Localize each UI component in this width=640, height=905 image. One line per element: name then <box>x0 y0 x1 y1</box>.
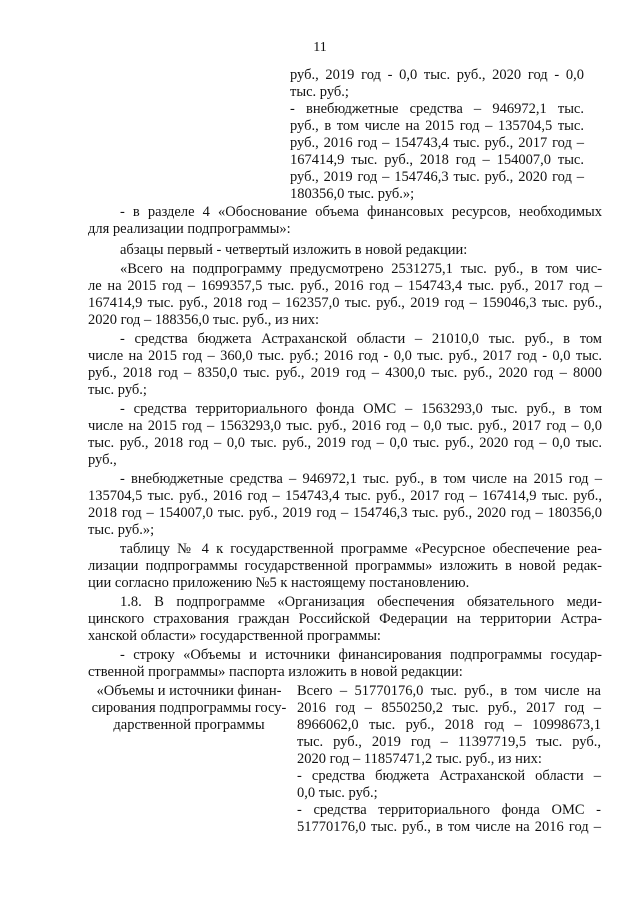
text-line: тыс. руб., 2018 год – 0,0 тыс. руб., 2019 год – 0,0 тыс. руб., 2020 год – 0,0 тыс. <box>88 435 602 451</box>
text-line: 1.8. В подпрограмме «Организация обеспечения обязательного меди- <box>120 594 602 610</box>
text-line: 167414,9 тыс. руб., 2018 год – 154007,0 тыс. <box>290 152 584 168</box>
text-line: ственной программы» паспорта изложить в новой редакции: <box>88 664 463 680</box>
text-line: - средства бюджета Астраханской области – 21010,0 тыс. руб., в том <box>120 331 602 347</box>
text-line: руб., в том числе на 2015 год – 135704,5 тыс. <box>290 118 584 134</box>
text-line: таблицу № 4 к государственной программе «Ресурсное обеспечение реа- <box>120 541 602 557</box>
text-line: тыс. руб.; <box>290 84 349 100</box>
table-value-line: 2016 год – 8550250,2 тыс. руб., 2017 год – <box>297 700 601 716</box>
text-line: 2018 год – 154007,0 тыс. руб., 2019 год – 154746,3 тыс. руб., 2020 год – 180356,0 <box>88 505 602 521</box>
text-line: руб., 2018 год – 8350,0 тыс. руб., 2019 год – 4300,0 тыс. руб., 2020 год – 8000 <box>88 365 602 381</box>
table-value-line: 0,0 тыс. руб.; <box>297 785 378 801</box>
text-line: цинского страхования граждан Российской Федерации на территории Астра- <box>88 611 602 627</box>
table-value-line: - средства бюджета Астраханской области – <box>297 768 601 784</box>
text-line: - внебюджетные средства – 946972,1 тыс. руб., в том числе на 2015 год – <box>120 471 602 487</box>
text-line: лизации подпрограммы государственной программы» изложить в новой редак- <box>88 558 602 574</box>
text-line: - средства территориального фонда ОМС – 1563293,0 тыс. руб., в том <box>120 401 602 417</box>
text-line: 2020 год – 188356,0 тыс. руб., из них: <box>88 312 319 328</box>
text-line: «Всего на подпрограмму предусмотрено 2531275,1 тыс. руб., в том чис- <box>120 261 602 277</box>
text-line: - внебюджетные средства – 946972,1 тыс. <box>290 101 584 117</box>
text-line: абзацы первый - четвертый изложить в новой редакции: <box>120 242 468 258</box>
text-line: ханской области» государственной программы: <box>88 628 381 644</box>
text-line: - в разделе 4 «Обоснование объема финансовых ресурсов, необходимых <box>120 204 602 220</box>
table-value-line: 8966062,0 тыс. руб., 2018 год – 10998673,1 <box>297 717 601 733</box>
table-label-line: «Объемы и источники финан- <box>96 683 282 699</box>
text-line: числе на 2015 год – 1563293,0 тыс. руб., 2016 год – 0,0 тыс. руб., 2017 год – 0,0 <box>88 418 602 434</box>
text-line: руб., 2019 год - 0,0 тыс. руб., 2020 год - 0,0 <box>290 67 584 83</box>
text-line: 135704,5 тыс. руб., 2016 год – 154743,4 тыс. руб., 2017 год – 167414,9 тыс. руб., <box>88 488 602 504</box>
text-line: 180356,0 тыс. руб.»; <box>290 186 415 202</box>
text-line: тыс. руб.»; <box>88 522 155 538</box>
text-line: руб., 2019 год – 154746,3 тыс. руб., 2020 год – <box>290 169 584 185</box>
table-value-line: - средства территориального фонда ОМС - <box>297 802 601 818</box>
table-value-line: 2020 год – 11857471,2 тыс. руб., из них: <box>297 751 542 767</box>
text-line: руб., <box>88 452 117 468</box>
table-value-line: 51770176,0 тыс. руб., в том числе на 2016 год – <box>297 819 601 835</box>
text-line: ции согласно приложению №5 к настоящему постановлению. <box>88 575 470 591</box>
text-line: числе на 2015 год – 360,0 тыс. руб.; 2016 год - 0,0 тыс. руб., 2017 год - 0,0 тыс. <box>88 348 602 364</box>
table-value-line: Всего – 51770176,0 тыс. руб., в том числе на <box>297 683 601 699</box>
text-line: для реализации подпрограммы»: <box>88 221 291 237</box>
text-line: ле на 2015 год – 1699357,5 тыс. руб., 2016 год – 154743,4 тыс. руб., 2017 год – <box>88 278 602 294</box>
table-label-line: сирования подпрограммы госу- <box>91 700 287 716</box>
text-line: руб., 2016 год – 154743,4 тыс. руб., 2017 год – <box>290 135 584 151</box>
text-line: 167414,9 тыс. руб., 2018 год – 162357,0 тыс. руб., 2019 год – 159046,3 тыс. руб., <box>88 295 602 311</box>
table-value-line: тыс. руб., 2019 год – 11397719,5 тыс. руб., <box>297 734 601 750</box>
table-label-line: дарственной программы <box>113 717 265 733</box>
text-line: тыс. руб.; <box>88 382 147 398</box>
text-line: - строку «Объемы и источники финансирования подпрограммы государ- <box>120 647 602 663</box>
page-number: 11 <box>313 40 327 55</box>
